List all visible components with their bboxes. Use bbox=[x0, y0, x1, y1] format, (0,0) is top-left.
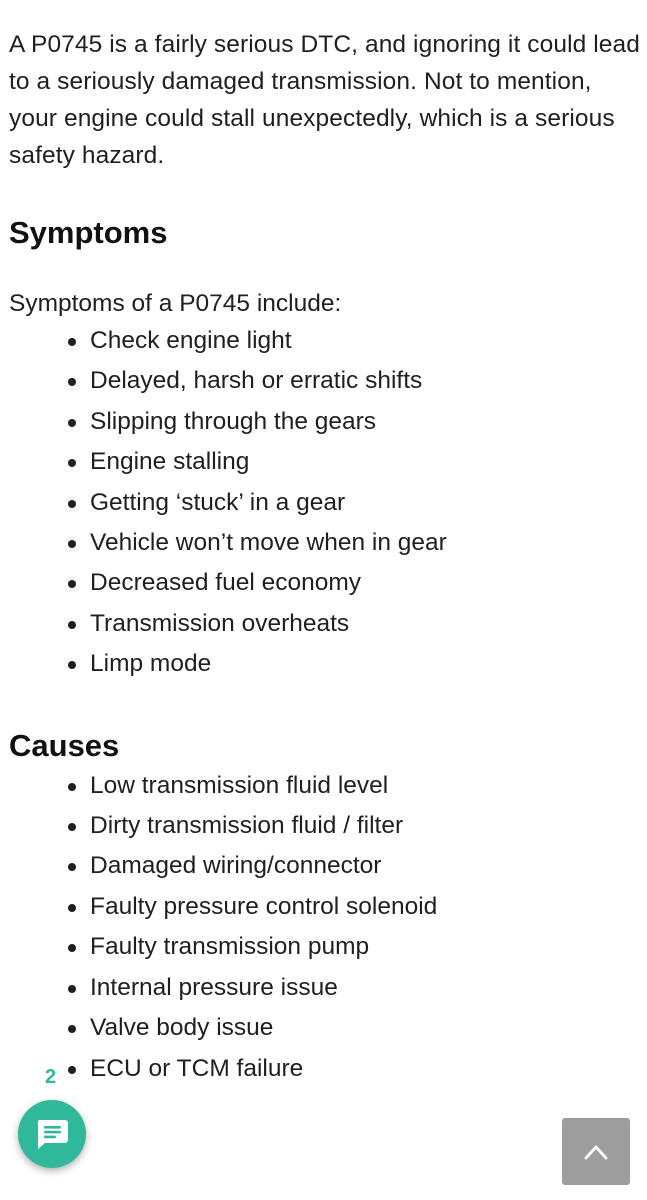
causes-list bbox=[9, 766, 641, 1089]
list-item bbox=[9, 1008, 641, 1048]
list-item bbox=[9, 604, 641, 644]
list-item bbox=[9, 483, 641, 523]
list-item bbox=[9, 968, 641, 1008]
list-item bbox=[9, 846, 641, 886]
chat-button[interactable] bbox=[18, 1100, 86, 1168]
symptoms-heading: Symptoms bbox=[9, 215, 168, 250]
list-item bbox=[9, 927, 641, 967]
list-item-text: Decreased fuel economy bbox=[90, 569, 362, 597]
chevron-up-icon bbox=[584, 1144, 608, 1160]
bullet-icon bbox=[68, 338, 76, 346]
intro-paragraph: A P0745 is a fairly serious DTC, and ignoring it could lead to a seriously damaged transmission. Not to mention, your engine could stall unexpectedly, which is a serious safety hazard. bbox=[9, 31, 640, 169]
symptoms-list bbox=[9, 321, 641, 685]
bullet-icon bbox=[68, 419, 76, 427]
bullet-icon bbox=[68, 661, 76, 669]
bullet-icon bbox=[68, 621, 76, 629]
causes-heading: Causes bbox=[9, 727, 120, 763]
chat-count-badge: 2 bbox=[45, 1066, 57, 1088]
list-item-text: Slipping through the gears bbox=[90, 407, 377, 435]
article-content bbox=[9, 26, 641, 1089]
bullet-icon bbox=[68, 863, 76, 871]
bullet-icon bbox=[68, 985, 76, 993]
list-item-text: Internal pressure issue bbox=[90, 973, 338, 1001]
bullet-icon bbox=[68, 1066, 76, 1074]
list-item-text: Delayed, harsh or erratic shifts bbox=[90, 367, 423, 395]
list-item bbox=[9, 563, 641, 603]
list-item bbox=[9, 361, 641, 401]
symptoms-lead: Symptoms of a P0745 include: bbox=[9, 290, 342, 317]
list-item-text: Vehicle won’t move when in gear bbox=[90, 529, 447, 557]
list-item bbox=[9, 1049, 641, 1089]
list-item-text: Low transmission fluid level bbox=[90, 771, 389, 799]
list-item bbox=[9, 644, 641, 684]
list-item-text: Getting ‘stuck’ in a gear bbox=[90, 488, 346, 516]
bullet-icon bbox=[68, 500, 76, 508]
list-item-text: Faulty pressure control solenoid bbox=[90, 892, 438, 920]
scroll-to-top-button[interactable] bbox=[562, 1118, 630, 1185]
list-item bbox=[9, 806, 641, 846]
list-item-text: ECU or TCM failure bbox=[90, 1054, 304, 1082]
bullet-icon bbox=[68, 580, 76, 588]
bullet-icon bbox=[68, 459, 76, 467]
list-item bbox=[9, 321, 641, 361]
list-item-text: Transmission overheats bbox=[90, 609, 350, 637]
list-item bbox=[9, 402, 641, 442]
bullet-icon bbox=[68, 944, 76, 952]
bullet-icon bbox=[68, 904, 76, 912]
bullet-icon bbox=[68, 823, 76, 831]
list-item-text: Faulty transmission pump bbox=[90, 933, 370, 961]
list-item bbox=[9, 766, 641, 806]
list-item-text: Dirty transmission fluid / filter bbox=[90, 812, 404, 840]
list-item bbox=[9, 887, 641, 927]
list-item bbox=[9, 442, 641, 482]
list-item-text: Check engine light bbox=[90, 327, 292, 354]
bullet-icon bbox=[68, 783, 76, 791]
list-item-text: Valve body issue bbox=[90, 1014, 274, 1042]
bullet-icon bbox=[68, 378, 76, 386]
bullet-icon bbox=[68, 1025, 76, 1033]
list-item-text: Damaged wiring/connector bbox=[90, 852, 382, 880]
list-item bbox=[9, 523, 641, 563]
list-item-text: Limp mode bbox=[90, 650, 212, 678]
list-item-text: Engine stalling bbox=[90, 448, 250, 476]
chat-bubble-icon bbox=[35, 1118, 69, 1150]
bullet-icon bbox=[68, 540, 76, 548]
